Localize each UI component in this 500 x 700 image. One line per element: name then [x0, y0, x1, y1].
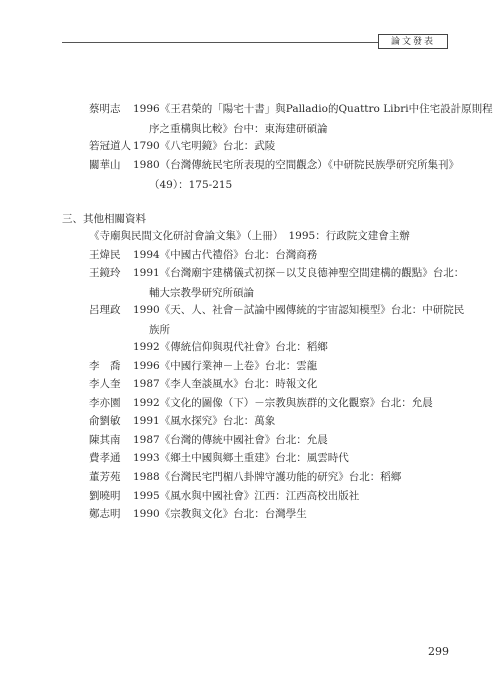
reference-author: 呂理政	[89, 304, 121, 316]
reference-author: 費孝通	[89, 452, 121, 464]
reference-text: 1996《王君榮的「陽宅十書」與Palladio的Quattro Libri中住宅設計原則程	[133, 103, 493, 115]
reference-text: 1991《風水探究》台北：萬象	[133, 415, 276, 427]
reference-text: 1988《台灣民宅門楣八卦牌守護功能的研究》台北：稻鄉	[133, 471, 402, 483]
reference-author: 陳其南	[89, 434, 121, 446]
reference-continuation: 族所	[149, 324, 170, 336]
reference-text: 1980（台灣傳統民宅所表現的空間觀念）《中研院民族學研究所集刊》	[133, 159, 459, 171]
reference-author: 王鏡玲	[89, 267, 121, 279]
reference-author: 俞劉敏	[89, 415, 121, 427]
reference-continuation: （49）：175-215	[149, 179, 233, 191]
reference-author: 劉曉明	[89, 490, 121, 502]
reference-text: 1996《中國行業神－上卷》台北：雲龍	[133, 360, 318, 372]
reference-author: 箬冠道人	[89, 140, 131, 152]
header-section-tag: 論文發表	[378, 34, 448, 49]
reference-author: 蔡明志	[89, 103, 121, 115]
reference-text: 1991《台灣廟宇建構儀式初探－以艾良德神聖空間建構的觀點》台北：	[133, 267, 465, 279]
reference-continuation: 輔大宗教學研究所碩論	[149, 287, 254, 299]
reference-text: 1990《宗教與文化》台北：台灣學生	[133, 508, 307, 520]
reference-text: 1993《鄉土中國與鄉土重建》台北：風雲時代	[133, 452, 349, 464]
reference-author: 李 喬	[89, 360, 121, 372]
reference-author: 關華山	[89, 159, 121, 171]
reference-text: 1987《台灣的傳統中國社會》台北：允晨	[133, 434, 328, 446]
reference-author: 董芳苑	[89, 471, 121, 483]
reference-text: 1995《風水與中國社會》江西：江西高校出版社	[133, 490, 360, 502]
reference-text: 1790《八宅明鏡》台北：武陵	[133, 140, 276, 152]
reference-continuation: 序之重構與比較》台中：東海建研碩論	[149, 123, 328, 135]
reference-author: 王煒民	[89, 249, 121, 261]
reference-author: 李人奎	[89, 378, 121, 390]
reference-text: 1992《傳統信仰與現代社會》台北：稻鄉	[133, 341, 328, 353]
reference-text: 1990《天、人、社會－試論中國傳統的宇宙認知模型》台北：中研院民	[133, 304, 465, 316]
reference-text: 1987《李人奎談風水》台北：時報文化	[133, 378, 318, 390]
reference-author: 李亦園	[89, 397, 121, 409]
reference-text: 1992《文化的圖像（下）－宗教與族群的文化觀察》台北：允晨	[133, 397, 433, 409]
page-number: 299	[428, 645, 449, 658]
reference-author: 鄭志明	[89, 508, 121, 520]
reference-text: 《寺廟與民間文化研討會論文集》（上冊） 1995：行政院文建會主辦	[89, 230, 410, 242]
section-title: 三、其他相關資料	[62, 213, 146, 225]
reference-text: 1994《中國古代禮俗》台北：台灣商務	[133, 249, 318, 261]
